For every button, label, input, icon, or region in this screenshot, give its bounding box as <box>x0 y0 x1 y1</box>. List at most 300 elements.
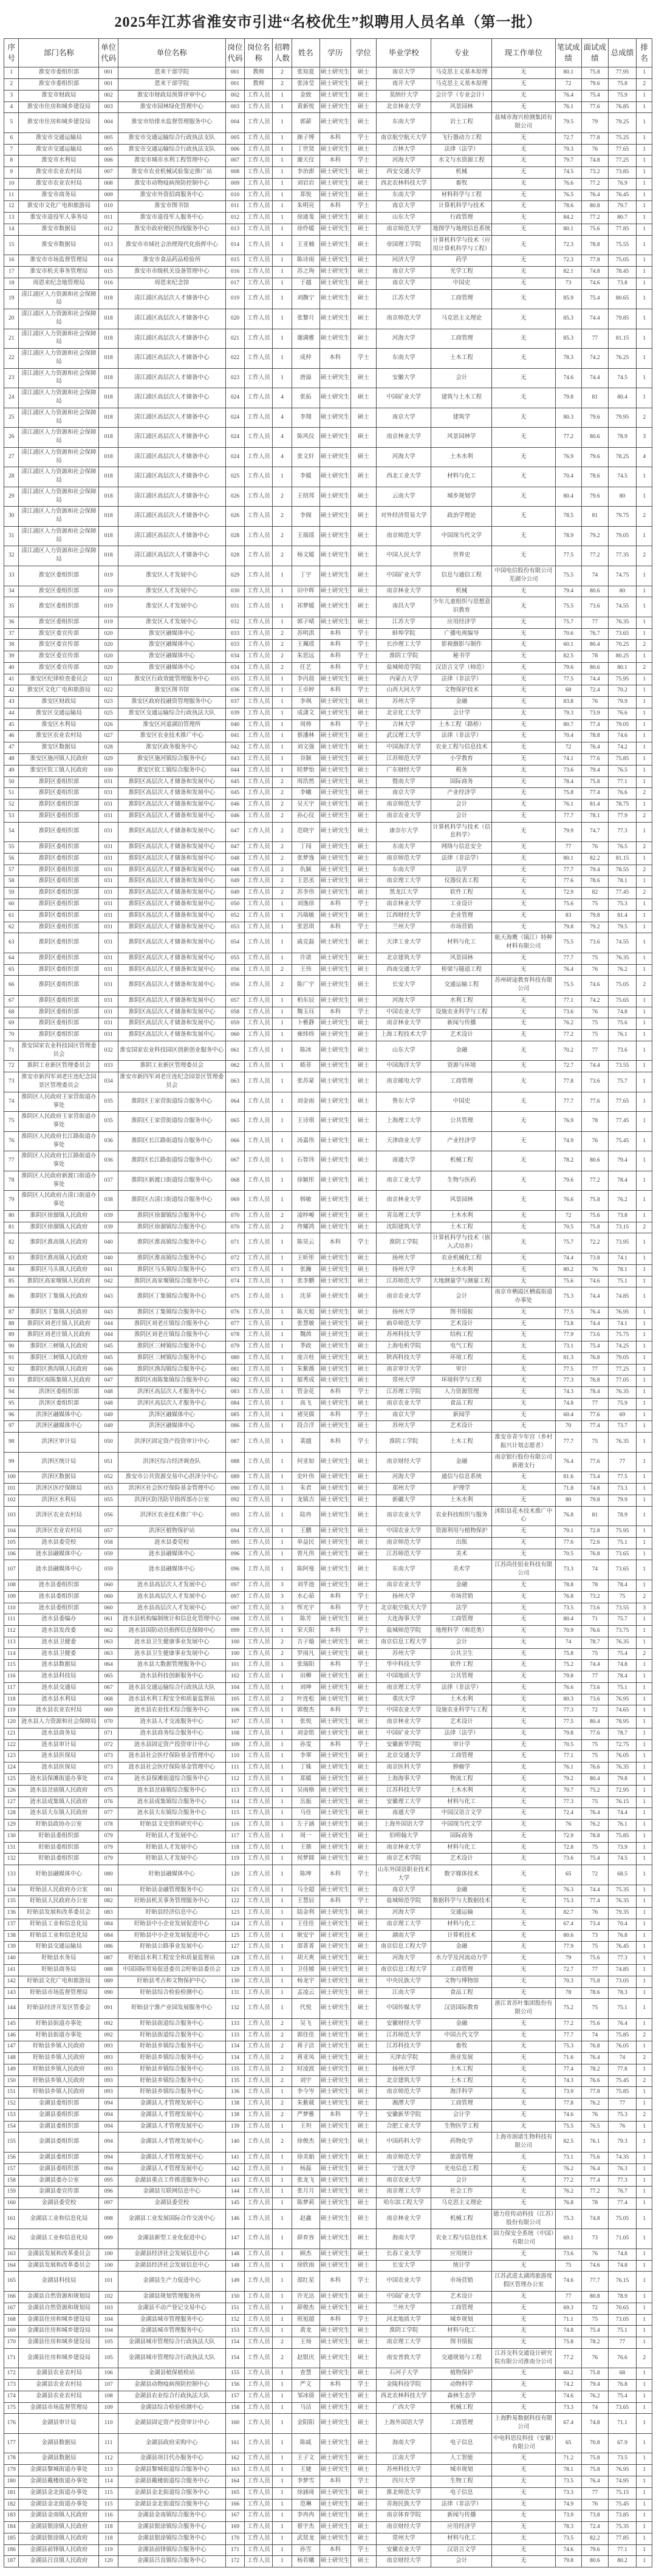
table-cell: 硕士研究生 <box>319 842 350 854</box>
table-cell: 68 <box>4 1007 19 1018</box>
table-cell: 无 <box>492 1660 555 1671</box>
table-cell: 74.5 <box>555 167 582 179</box>
table-row <box>4 1648 652 1660</box>
table-cell: 中国海洋大学 <box>377 1061 431 1072</box>
table-cell: 无 <box>492 2087 555 2098</box>
table-cell: 1 <box>637 1030 652 1041</box>
table-cell: 74.2 <box>555 2380 582 2391</box>
table-row <box>4 788 652 800</box>
table-cell: 王卓婷 <box>292 685 319 697</box>
table-cell: 060 <box>225 1030 245 1041</box>
table-cell: 南京信息工程大学 <box>377 1942 431 1953</box>
table-cell: 21 <box>4 329 19 349</box>
table-cell: 73.8 <box>582 2510 609 2522</box>
table-cell: 1 <box>273 2465 292 2476</box>
table-cell: 1 <box>637 201 652 213</box>
table-cell: 硕士 <box>350 2433 377 2453</box>
table-cell: 72.3 <box>555 255 582 267</box>
table-cell: 郭俊杰 <box>292 1705 319 1717</box>
table-cell: 77.6 <box>582 1092 609 1112</box>
table-cell: 76.5 <box>555 190 582 201</box>
table-cell: 无 <box>492 1637 555 1648</box>
table-cell: 徐迪斐 <box>292 213 319 224</box>
table-cell: 张沛莹 <box>292 79 319 91</box>
table-cell: 工作人员 <box>245 1773 273 1785</box>
table-cell: 100 <box>99 2249 118 2260</box>
table-cell: 会计 <box>431 1287 492 1307</box>
table-cell: 工作人员 <box>245 1041 273 1061</box>
table-cell: 淮安市给排水监督管理服务中心 <box>118 113 225 133</box>
table-cell: 75.75 <box>608 1330 637 1341</box>
table-cell: 本科 <box>319 1233 350 1253</box>
table-cell: 盱眙县机关事务管理服务中心 <box>118 1896 225 1908</box>
table-cell: 1 <box>273 2522 292 2533</box>
table-cell: 工作人员 <box>245 235 273 255</box>
table-cell: 1 <box>273 1072 292 1092</box>
table-cell: 淮阴区委组织部 <box>19 1030 99 1041</box>
table-row <box>4 933 652 953</box>
table-cell: 生物与医药 <box>431 1171 492 1191</box>
table-cell: 1 <box>273 1728 292 1739</box>
table-cell: 河海大学 <box>377 1472 431 1484</box>
table-cell: 生物工程 <box>431 2476 492 2487</box>
table-cell: 1 <box>637 1717 652 1728</box>
table-cell: 77.95 <box>608 67 637 79</box>
table-cell: 74.1 <box>608 1318 637 1330</box>
table-cell: 淮安市财政局预算评审中心 <box>118 90 225 101</box>
table-cell: 75.5 <box>555 933 582 953</box>
table-cell: 76.6 <box>608 788 637 800</box>
table-cell: 82.5 <box>555 651 582 663</box>
table-cell: 79.2 <box>582 922 609 933</box>
table-cell: 157 <box>4 2163 19 2175</box>
table-cell: 1 <box>273 1987 292 1999</box>
table-cell: 硕士研究生 <box>319 1222 350 1233</box>
table-cell: 硕士研究生 <box>319 1797 350 1808</box>
table-cell: 涟水县委党校 <box>19 1537 99 1549</box>
table-cell: 硕士研究生 <box>319 1472 350 1484</box>
table-cell: 131 <box>4 1842 19 1854</box>
table-cell: 031 <box>99 910 118 922</box>
table-cell: 59 <box>4 888 19 899</box>
table-cell: 环境工程 <box>431 1352 492 1364</box>
table-cell: 淮安市水利局 <box>19 156 99 167</box>
table-cell: 003 <box>99 101 118 113</box>
table-cell: 1 <box>637 995 652 1007</box>
table-cell: 硕士 <box>350 1694 377 1705</box>
table-cell: 127 <box>225 1942 245 1953</box>
table-cell: 淮阴区徐溜镇人民政府 <box>19 1222 99 1233</box>
table-cell: 学士 <box>350 2272 377 2292</box>
table-cell: 079 <box>225 1341 245 1353</box>
table-cell: 硕士研究生 <box>319 865 350 876</box>
column-header: 学历 <box>319 39 350 67</box>
table-cell: 孟凌云 <box>292 1987 319 1999</box>
table-cell: 金湖县委党校 <box>19 2198 99 2210</box>
table-cell: 101 <box>4 1484 19 1495</box>
table-cell: 工作人员 <box>245 2303 273 2314</box>
table-cell: 固力保安全系统（中国）有限公司 <box>492 2229 555 2249</box>
table-cell: 056 <box>99 1506 118 1526</box>
table-cell: 012 <box>99 224 118 235</box>
table-cell: 154 <box>225 2337 245 2349</box>
table-row <box>4 349 652 369</box>
table-cell: 1 <box>273 765 292 776</box>
table-cell: 无 <box>492 132 555 144</box>
table-cell: 1 <box>637 708 652 719</box>
table-cell: 工作人员 <box>245 1808 273 1820</box>
table-cell: 035 <box>225 674 245 685</box>
table-cell: 硕士 <box>350 888 377 899</box>
table-cell: 同济大学 <box>377 255 431 267</box>
table-cell: 唐溢 <box>292 368 319 388</box>
table-cell: 1 <box>637 2087 652 2098</box>
table-cell: 硕士 <box>350 2064 377 2075</box>
table-cell: 洪泽区植物保护站 <box>118 1526 225 1538</box>
table-cell: 盱眙县街道办事处 <box>19 2030 99 2041</box>
table-cell: 硕士 <box>350 2098 377 2110</box>
table-cell: 79.6 <box>582 408 609 428</box>
table-cell: 1 <box>273 2556 292 2567</box>
table-cell: 淮阴区委组织部 <box>19 842 99 854</box>
table-cell: 031 <box>99 800 118 811</box>
table-cell: 水文与水资源工程 <box>431 156 492 167</box>
table-cell: 84 <box>4 1264 19 1276</box>
table-cell: 硕士 <box>350 697 377 708</box>
table-cell: 1 <box>273 2291 292 2303</box>
table-cell: 79.5 <box>608 922 637 933</box>
table-cell: 082 <box>99 1896 118 1908</box>
table-cell: 会计 <box>431 800 492 811</box>
table-cell: 学士 <box>350 899 377 910</box>
table-cell: 硕士研究生 <box>319 1549 350 1560</box>
table-cell: 工作人员 <box>245 167 273 179</box>
table-cell: 027 <box>99 731 118 742</box>
table-cell: 盱眙县乡镇人民政府 <box>19 2087 99 2098</box>
table-cell: 硕士研究生 <box>319 309 350 329</box>
table-cell: 南京工业大学 <box>377 1171 431 1191</box>
table-cell: 工作人员 <box>245 1987 273 1999</box>
table-cell: 086 <box>99 1942 118 1953</box>
table-cell: 73.4 <box>582 1472 609 1484</box>
table-cell: 南京大学 <box>377 1885 431 1896</box>
table-cell: 工商管理 <box>431 1614 492 1626</box>
table-cell: 78.2 <box>582 2337 609 2349</box>
table-cell: 73.6 <box>555 1854 582 1865</box>
table-cell: 硕士 <box>350 1061 377 1072</box>
table-cell: 75.9 <box>608 90 637 101</box>
table-cell: 76.4 <box>608 2018 637 2030</box>
table-cell: 硕士 <box>350 1965 377 1976</box>
table-cell: 硕士研究生 <box>319 144 350 156</box>
table-cell: 128 <box>4 1808 19 1820</box>
table-cell: 76 <box>582 144 609 156</box>
table-cell: 蔡宇杰 <box>292 2522 319 2533</box>
table-cell: 75.5 <box>555 976 582 996</box>
table-cell: 工作人员 <box>245 2326 273 2337</box>
table-cell: 金湖县农业农村局 <box>19 2380 99 2391</box>
table-cell: 硕士研究生 <box>319 1253 350 1265</box>
table-cell: 2 <box>273 1222 292 1233</box>
table-cell: 75.3 <box>555 1896 582 1908</box>
table-cell: 工作人员 <box>245 1919 273 1930</box>
table-cell: 72 <box>555 742 582 754</box>
table-cell: 75.05 <box>608 255 637 267</box>
table-cell: 盱眙县水利工程安全和质量监督站 <box>118 1953 225 1965</box>
table-cell: 艺术设计 <box>431 1318 492 1330</box>
table-cell: 1 <box>273 1831 292 1842</box>
table-cell: 136 <box>4 1908 19 1919</box>
table-cell: 金湖县人才管理发展中心 <box>118 2109 225 2121</box>
table-cell: 78.5 <box>555 507 582 527</box>
table-cell: 学士 <box>350 640 377 651</box>
table-cell: 风景园林 <box>431 953 492 964</box>
table-cell: 1 <box>637 2314 652 2326</box>
table-cell: 范晓宇 <box>292 822 319 842</box>
table-row <box>4 754 652 766</box>
table-cell: 130 <box>4 1831 19 1842</box>
table-cell: 3 <box>273 1591 292 1603</box>
table-cell: 中国电信股份有限公司芜湖分公司 <box>492 566 555 586</box>
table-cell: 1 <box>637 1253 652 1265</box>
table-cell: 工作人员 <box>245 976 273 996</box>
table-cell: 2 <box>273 2018 292 2030</box>
table-cell: 硕士 <box>350 910 377 922</box>
table-cell: 67.4 <box>555 1919 582 1930</box>
table-cell: 098 <box>225 1614 245 1626</box>
table-cell: 硕士研究生 <box>319 467 350 487</box>
table-cell: 75.35 <box>608 1885 637 1896</box>
table-row <box>4 1364 652 1375</box>
table-cell: 金湖县吕良镇人民政府 <box>19 2556 99 2567</box>
table-cell: 工作人员 <box>245 586 273 597</box>
table-cell: 1 <box>637 586 652 597</box>
table-row <box>4 2544 652 2556</box>
table-cell: 硕士研究生 <box>319 1210 350 1222</box>
table-cell: 硕士 <box>350 765 377 776</box>
table-cell: 76.8 <box>582 1549 609 1560</box>
table-cell: 2 <box>637 2075 652 2087</box>
table-cell: 145 <box>4 2018 19 2030</box>
table-cell: 中国矿业大学 <box>377 388 431 408</box>
table-cell: 73.3 <box>555 1560 582 1580</box>
table-cell: 101 <box>225 1660 245 1671</box>
table-cell: 工作人员 <box>245 2453 273 2465</box>
table-cell: 淮阴区高层次人才储备和发展中心 <box>118 953 225 964</box>
table-cell: 70.4 <box>555 731 582 742</box>
table-cell: 龙镇吉 <box>292 1495 319 1506</box>
table-row <box>4 765 652 776</box>
table-cell: 169 <box>225 2522 245 2533</box>
table-cell: 丁宇 <box>292 566 319 586</box>
table-cell: 硕士研究生 <box>319 2249 350 2260</box>
table-cell: 信息与通信工程 <box>431 566 492 586</box>
table-cell: 018 <box>99 289 118 309</box>
table-cell: 工作人员 <box>245 719 273 731</box>
table-cell: 硕士 <box>350 2075 377 2087</box>
table-cell: 合肥工业大学 <box>377 2121 431 2132</box>
table-cell: 本科 <box>319 132 350 144</box>
table-cell: 1 <box>273 1171 292 1191</box>
table-cell: 本科 <box>319 2272 350 2292</box>
table-cell: 77.6 <box>582 1728 609 1739</box>
table-cell: 73.9 <box>582 708 609 719</box>
table-cell: 092 <box>225 1495 245 1506</box>
table-cell: 淮阴区高层次人才储备和发展中心 <box>118 1030 225 1041</box>
table-cell: 76.1 <box>555 101 582 113</box>
table-row <box>4 597 652 617</box>
table-cell: 73.8 <box>608 1210 637 1222</box>
table-cell: 074 <box>99 1773 118 1785</box>
table-cell: 岳振 <box>292 1797 319 1808</box>
table-cell: 4 <box>273 408 292 428</box>
table-cell: 淮阴区高层次人才储备和发展中心 <box>118 800 225 811</box>
table-cell: 金湖县人才管理发展中心 <box>118 2132 225 2153</box>
table-cell: 无 <box>492 2198 555 2210</box>
table-cell: 南京师范大学 <box>377 853 431 865</box>
table-cell: 硕士 <box>350 144 377 156</box>
table-cell: 1 <box>637 90 652 101</box>
table-cell: 工作人员 <box>245 278 273 289</box>
table-cell: 华中科技大学 <box>377 1660 431 1671</box>
table-cell: 工作人员 <box>245 617 273 628</box>
table-cell: 旅游管理 <box>431 2153 492 2164</box>
table-cell: 硕士研究生 <box>319 586 350 597</box>
table-cell: 工作人员 <box>245 910 273 922</box>
table-cell: 张李鹏 <box>292 1276 319 1287</box>
table-cell: 75.6 <box>608 1018 637 1030</box>
table-cell: 上海市润诺生物科技有限公司 <box>492 2132 555 2153</box>
table-cell: 1 <box>273 1965 292 1976</box>
table-cell: 80.6 <box>582 662 609 674</box>
table-cell: 2 <box>637 662 652 674</box>
table-cell: 172 <box>4 2368 19 2380</box>
table-cell: 硕士研究生 <box>319 1728 350 1739</box>
table-cell: 硕士研究生 <box>319 910 350 922</box>
table-cell: 硕士研究生 <box>319 2465 350 2476</box>
table-cell: 硕士研究生 <box>319 953 350 964</box>
table-cell: 教师 <box>245 79 273 91</box>
table-cell: 138 <box>225 2098 245 2110</box>
table-cell: 无 <box>492 1131 555 1151</box>
table-cell: 江苏武进太湖湾旅游度假区管理办公室 <box>492 2272 555 2292</box>
table-cell: 王瑞瑶 <box>292 526 319 546</box>
table-cell: 硕士研究生 <box>319 1061 350 1072</box>
table-cell: 无 <box>492 810 555 822</box>
table-cell: 硕士 <box>350 1072 377 1092</box>
table-cell: 036 <box>99 1131 118 1151</box>
table-cell: 计算机科学与技术（嵌入式培养） <box>431 1233 492 1253</box>
table-cell: 金湖县工业和信息化局 <box>19 2209 99 2229</box>
table-cell: 涟水县科技局 <box>19 1671 99 1683</box>
table-cell: 1 <box>273 267 292 278</box>
table-cell: 代悦 <box>292 1999 319 2019</box>
table-cell: 69 <box>608 1410 637 1421</box>
table-cell: 73.3 <box>555 2487 582 2499</box>
table-cell: 132 <box>225 1999 245 2019</box>
table-cell: 1 <box>273 2544 292 2556</box>
table-cell: 硕士研究生 <box>319 1671 350 1683</box>
table-cell: 005 <box>99 144 118 156</box>
table-cell: 001 <box>225 79 245 91</box>
table-cell: 本科 <box>319 349 350 369</box>
table-cell: 岩土工程 <box>431 113 492 133</box>
table-cell: 蒋亚凤 <box>292 2053 319 2064</box>
table-cell: 工作人员 <box>245 2272 273 2292</box>
table-cell: 无 <box>492 144 555 156</box>
table-cell: 155 <box>225 2368 245 2380</box>
table-cell: 1 <box>637 731 652 742</box>
table-cell: 工作人员 <box>245 349 273 369</box>
table-cell: 无 <box>492 1728 555 1739</box>
table-cell: 清江浦区高层次人才储备中心 <box>118 408 225 428</box>
table-cell: 工作人员 <box>245 1549 273 1560</box>
table-cell: 1 <box>273 2433 292 2453</box>
table-cell: 仇颖 <box>292 865 319 876</box>
table-cell: 机械工程 <box>431 1151 492 1171</box>
table-cell: 77.4 <box>582 1896 609 1908</box>
table-cell: 1 <box>273 922 292 933</box>
table-cell: 006 <box>225 144 245 156</box>
table-cell: 018 <box>99 388 118 408</box>
table-cell: 淮阴区徐溜镇综合服务中心 <box>118 1222 225 1233</box>
table-row <box>4 526 652 546</box>
table-cell: 1 <box>637 1976 652 1987</box>
table-cell: 淮安市文化广电和旅游局 <box>19 201 99 213</box>
table-cell: 金湖县委宣传部 <box>19 2187 99 2198</box>
table-cell: 026 <box>99 719 118 731</box>
table-cell: 金湖县住房和城乡建设局 <box>19 2348 99 2368</box>
table-cell: 78.7 <box>582 1637 609 1648</box>
table-cell: 1 <box>273 2510 292 2522</box>
table-cell: 75.4 <box>582 90 609 101</box>
table-cell: 25 <box>4 408 19 428</box>
table-cell: 柏东辰 <box>292 995 319 1007</box>
table-cell: 本科 <box>319 1660 350 1671</box>
table-cell: 77.7 <box>555 2030 582 2041</box>
table-cell: 工商管理 <box>431 2098 492 2110</box>
table-cell: 硕士研究生 <box>319 2348 350 2368</box>
table-row <box>4 1484 652 1495</box>
table-cell: 淮安市市级机关设备管理中心 <box>118 267 225 278</box>
table-cell: 南京理工大学 <box>377 2337 431 2349</box>
table-cell: 硕士研究生 <box>319 2260 350 2272</box>
table-row <box>4 309 652 329</box>
table-cell: 62 <box>4 922 19 933</box>
table-cell: 1 <box>273 255 292 267</box>
table-cell: 无 <box>492 1987 555 1999</box>
table-cell: 68 <box>555 685 582 697</box>
table-cell: 182 <box>4 2499 19 2510</box>
table-cell: 73.15 <box>608 1222 637 1233</box>
table-cell: 材料与化工 <box>431 2533 492 2544</box>
table-cell: 工作人员 <box>245 1885 273 1896</box>
table-cell: 朱思远 <box>292 651 319 663</box>
table-cell: 上海外国语大学 <box>377 1820 431 1831</box>
table-cell: 81 <box>582 1506 609 1526</box>
table-cell: 049 <box>225 888 245 899</box>
table-cell: 2 <box>273 640 292 651</box>
table-cell: 工作人员 <box>245 2163 273 2175</box>
table-cell: 无 <box>492 167 555 179</box>
table-cell: 1 <box>273 1092 292 1112</box>
table-cell: 无 <box>492 67 555 79</box>
table-cell: 80.25 <box>608 651 637 663</box>
table-cell: 工作人员 <box>245 651 273 663</box>
table-cell: 3 <box>273 1580 292 1591</box>
table-cell: 德力佳传动科技（江苏）股份有限公司 <box>492 2209 555 2229</box>
table-cell: 工商管理 <box>431 2303 492 2314</box>
